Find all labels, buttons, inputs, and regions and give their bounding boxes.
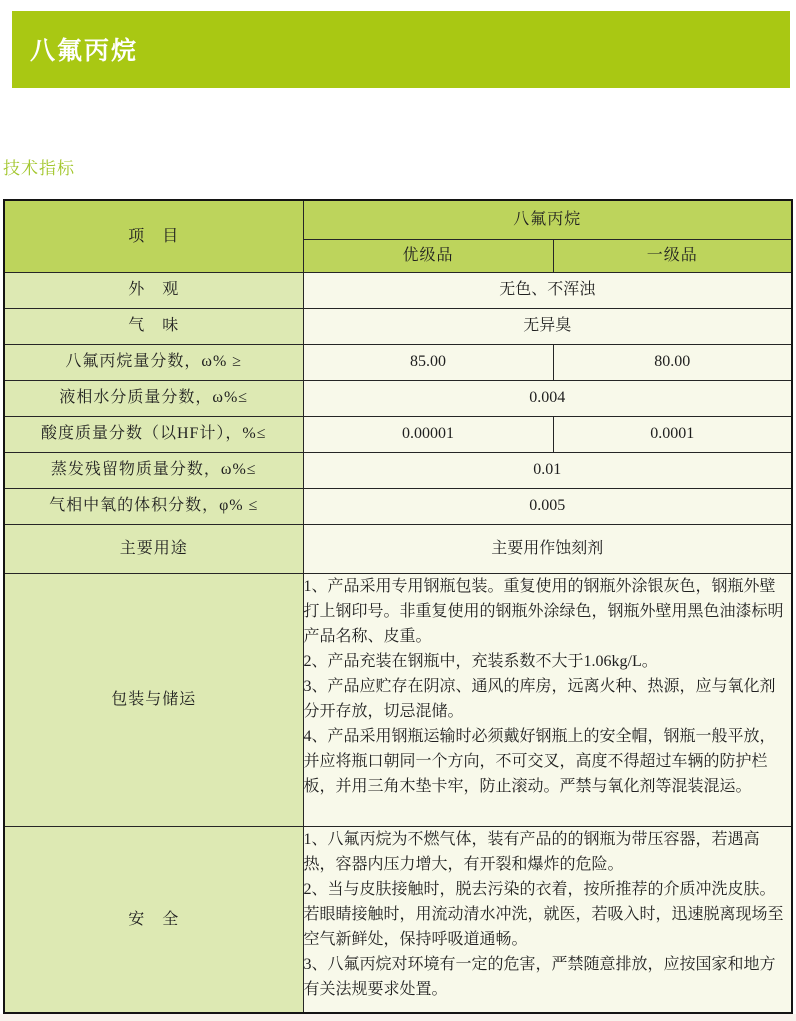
- table-row-purity: [4, 344, 792, 380]
- table-row-packaging-storage: [4, 573, 792, 826]
- row-value: 主要用作蚀刻剂: [303, 524, 792, 573]
- row-label: 酸度质量分数（以HF计），%≤: [4, 416, 303, 452]
- header-row-1: [4, 200, 792, 239]
- row-label: 气 味: [4, 308, 303, 344]
- row-paragraphs: [303, 573, 792, 826]
- page-bottom-strip: [0, 1014, 796, 1021]
- row-label: 蒸发残留物质量分数，ω%≤: [4, 452, 303, 488]
- header-product-name: 八氟丙烷: [303, 200, 792, 239]
- table-row-appearance: [4, 272, 792, 308]
- row-value-first: 0.0001: [553, 416, 792, 452]
- row-value: 无色、不浑浊: [303, 272, 792, 308]
- table-row-oxygen-fraction: [4, 488, 792, 524]
- row-label: 气相中氧的体积分数，φ% ≤: [4, 488, 303, 524]
- row-label: 安 全: [4, 826, 303, 1013]
- row-label: 包装与储运: [4, 573, 303, 826]
- row-value-first: 80.00: [553, 344, 792, 380]
- row-label: 八氟丙烷量分数，ω% ≥: [4, 344, 303, 380]
- row-label: 主要用途: [4, 524, 303, 573]
- row-value: 0.005: [303, 488, 792, 524]
- table-row-safety: [4, 826, 792, 1013]
- spec-table: [3, 199, 793, 1014]
- paragraph-line: 2、产品充装在钢瓶中，充装系数不大于1.06kg/L。: [303, 652, 658, 670]
- table-row-acidity: [4, 416, 792, 452]
- row-paragraphs: [303, 826, 792, 1013]
- paragraph-line: 3、八氟丙烷对环境有一定的危害，严禁随意排放，应按国家和地方有关法规要求处置。: [303, 955, 776, 998]
- table-row-odor: [4, 308, 792, 344]
- row-label: 液相水分质量分数，ω%≤: [4, 380, 303, 416]
- row-value-premium: 85.00: [303, 344, 553, 380]
- table-row-main-use: [4, 524, 792, 573]
- section-heading-tech-specs: 技术指标: [3, 159, 75, 178]
- row-value: 0.01: [303, 452, 792, 488]
- header-grade-first: 一级品: [553, 239, 792, 272]
- paragraph-line: 3、产品应贮存在阴凉、通风的库房，远离火种、热源，应与氧化剂分开存放，切忌混储。: [303, 677, 776, 720]
- header-item-column: 项 目: [4, 200, 303, 272]
- paragraph-line: 1、八氟丙烷为不燃气体，装有产品的的钢瓶为带压容器，若遇高热，容器内压力增大，有开裂和爆炸的危险。: [303, 830, 760, 873]
- row-value: 0.004: [303, 380, 792, 416]
- paragraph-line: 4、产品采用钢瓶运输时必须戴好钢瓶上的安全帽，钢瓶一般平放，并应将瓶口朝同一个方向，不可交叉，高度不得超过车辆的防护栏板，并用三角木垫卡牢，防止滚动。严禁与氧化剂等混装混运。: [303, 727, 776, 795]
- page-title: 八氟丙烷: [30, 37, 139, 65]
- header-grade-premium: 优级品: [303, 239, 553, 272]
- paragraph-line: 1、产品采用专用钢瓶包装。重复使用的钢瓶外涂银灰色，钢瓶外壁打上钢印号。非重复使用的钢瓶外涂绿色，钢瓶外壁用黑色油漆标明产品名称、皮重。: [303, 577, 784, 645]
- row-value-premium: 0.00001: [303, 416, 553, 452]
- row-value: 无异臭: [303, 308, 792, 344]
- table-row-moisture: [4, 380, 792, 416]
- row-label: 外 观: [4, 272, 303, 308]
- table-row-evaporation-residue: [4, 452, 792, 488]
- paragraph-line: 2、当与皮肤接触时，脱去污染的衣着，按所推荐的介质冲洗皮肤。若眼睛接触时，用流动清水冲洗，就医，若吸入时，迅速脱离现场至空气新鲜处，保持呼吸道通畅。: [303, 880, 784, 948]
- page-banner: [12, 11, 790, 88]
